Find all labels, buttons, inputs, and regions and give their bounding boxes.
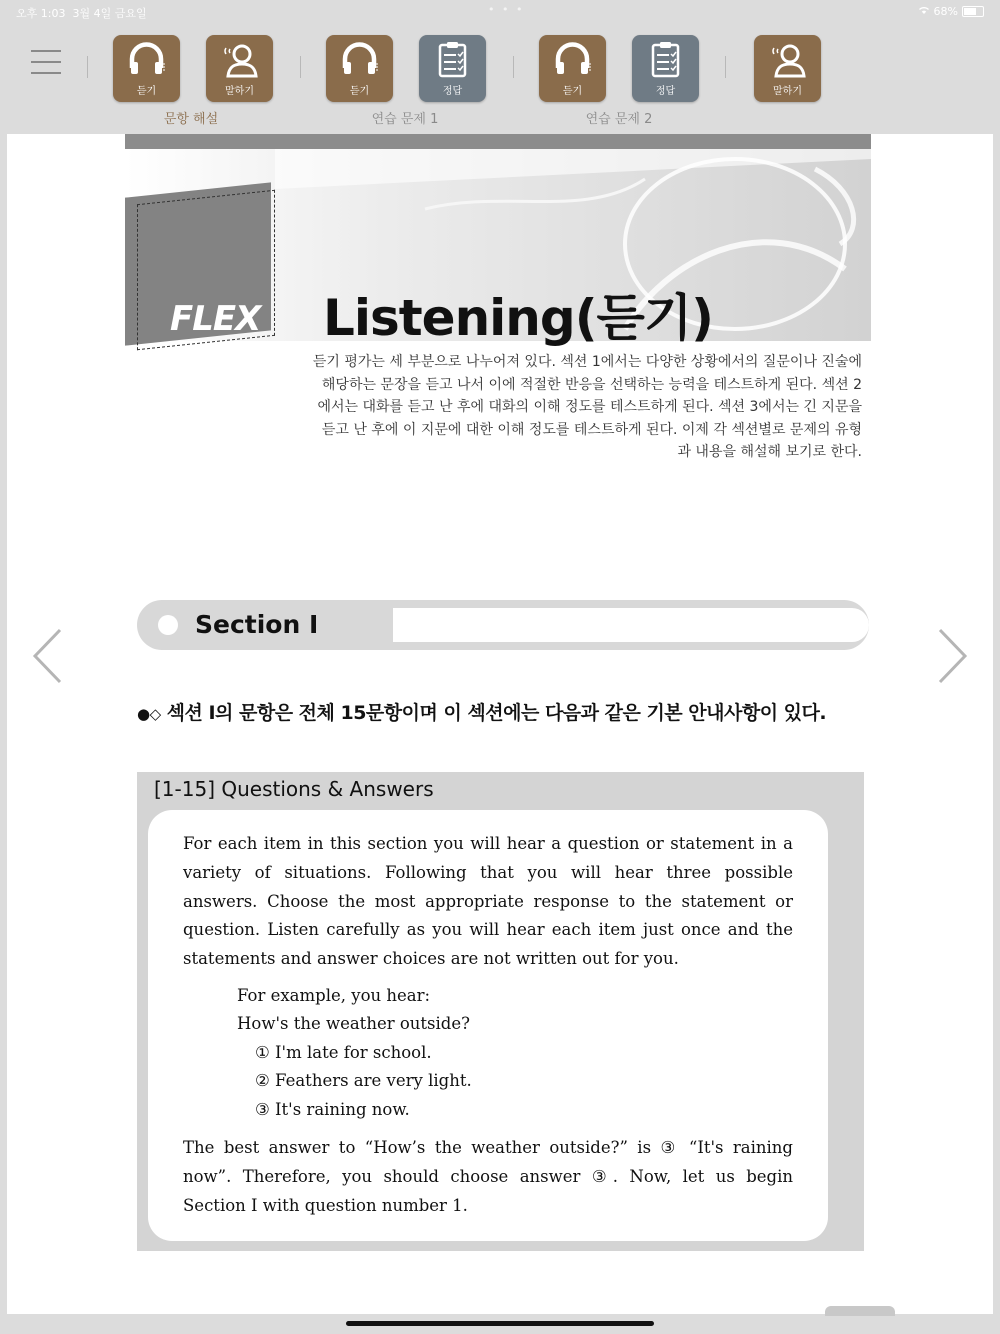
speaking-button[interactable]: 말하기: [754, 35, 821, 102]
section-notice: ●◇ 섹션 Ⅰ의 문항은 전체 15문항이며 이 섹션에는 다음과 같은 기본 안내사항이 있다.: [137, 702, 827, 724]
instructions-heading: [1-15] Questions & Answers: [154, 777, 434, 801]
instructions-paragraph: For each item in this section you will hear a question or statement in a variety of situations. Following that you will hear three possible answers. Choose the most appropriate response to the statement or question. Listen carefully as you will hear each item just once and the statements and answer choices are not written out for you.: [183, 834, 793, 969]
status-time-date: 오후 1:03 3월 4일 금요일: [16, 7, 147, 20]
bullet-arrow-icon: ●◇: [137, 705, 161, 723]
practice1-listening-button[interactable]: 듣기: [326, 35, 393, 102]
status-right: [918, 5, 984, 18]
instructions-box: [137, 772, 864, 1251]
multitask-dots[interactable]: • • •: [488, 3, 525, 16]
intro-paragraph: 듣기 평가는 세 부분으로 나누어져 있다. 섹션 1에서는 다양한 상황에서의 질문이나 진술에 해당하는 문장을 듣고 나서 이에 적절한 반응을 선택하는 능력을 테스트하게 된다. 섹션 2에서는 대화를 듣고 난 후에 대화의 이해 정도를 테스트하게 된다. 섹션 3에서는 긴 지문을 듣고 난 후에 이 지문에 대한 이해 정도를 테스트하게 된다. 이제 각 섹션별로 문제의 유형과 내용을 해설해 보기로 한다.: [312, 354, 862, 460]
group-label-practice1: 연습 문제 1: [371, 112, 439, 127]
next-page-chevron-icon[interactable]: [938, 628, 968, 684]
example-option: ③ It's raining now.: [255, 1100, 410, 1119]
toolbar-divider: [300, 56, 301, 78]
explain-speaking-button[interactable]: 말하기: [206, 35, 273, 102]
practice2-listening-button[interactable]: 듣기: [539, 35, 606, 102]
page-title: Listening(듣기): [323, 289, 713, 347]
example-label: For example, you hear:: [237, 986, 431, 1005]
practice1-answer-button[interactable]: 정답: [419, 35, 486, 102]
banner-top-bar: [125, 134, 871, 149]
wifi-icon: [918, 5, 930, 18]
clipboard-check-icon: [647, 40, 684, 78]
toolbar-divider: [725, 56, 726, 78]
document-page: [7, 134, 993, 1314]
hamburger-menu-icon[interactable]: [31, 50, 61, 80]
speaking-person-icon: [221, 40, 258, 78]
scroll-indicator[interactable]: [825, 1306, 895, 1316]
headphones-icon: [554, 40, 591, 78]
instructions-body: [148, 810, 828, 1241]
section-bullet: [158, 615, 178, 635]
flex-logo: FLEX: [170, 299, 261, 339]
previous-page-chevron-icon[interactable]: [32, 628, 62, 684]
group-label-explain: 문항 해설: [163, 112, 219, 127]
explain-listening-button[interactable]: 듣기: [113, 35, 180, 102]
status-bar: [0, 0, 1000, 24]
group-label-practice2: 연습 문제 2: [585, 112, 653, 127]
speaking-person-icon: [769, 40, 806, 78]
example-question: How's the weather outside?: [237, 1014, 470, 1033]
toolbar-divider: [87, 56, 88, 78]
example-option: ① I'm late for school.: [255, 1043, 432, 1062]
section-label: Section Ⅰ: [195, 610, 319, 639]
section-header-strip: [393, 608, 869, 642]
home-indicator[interactable]: [346, 1321, 654, 1326]
headphones-icon: [341, 40, 378, 78]
example-option: ② Feathers are very light.: [255, 1071, 472, 1090]
battery-icon: [962, 6, 984, 17]
practice2-answer-button[interactable]: 정답: [632, 35, 699, 102]
battery-percent: 68%: [933, 5, 958, 18]
headphones-icon: [128, 40, 165, 78]
clipboard-check-icon: [434, 40, 471, 78]
section-header: [137, 600, 869, 650]
toolbar-divider: [513, 56, 514, 78]
answer-explanation: The best answer to “How’s the weather outside?” is ③ “It's raining now”. Therefore, you should choose answer ③. Now, let us begin Section I with question number 1.: [183, 1138, 793, 1215]
